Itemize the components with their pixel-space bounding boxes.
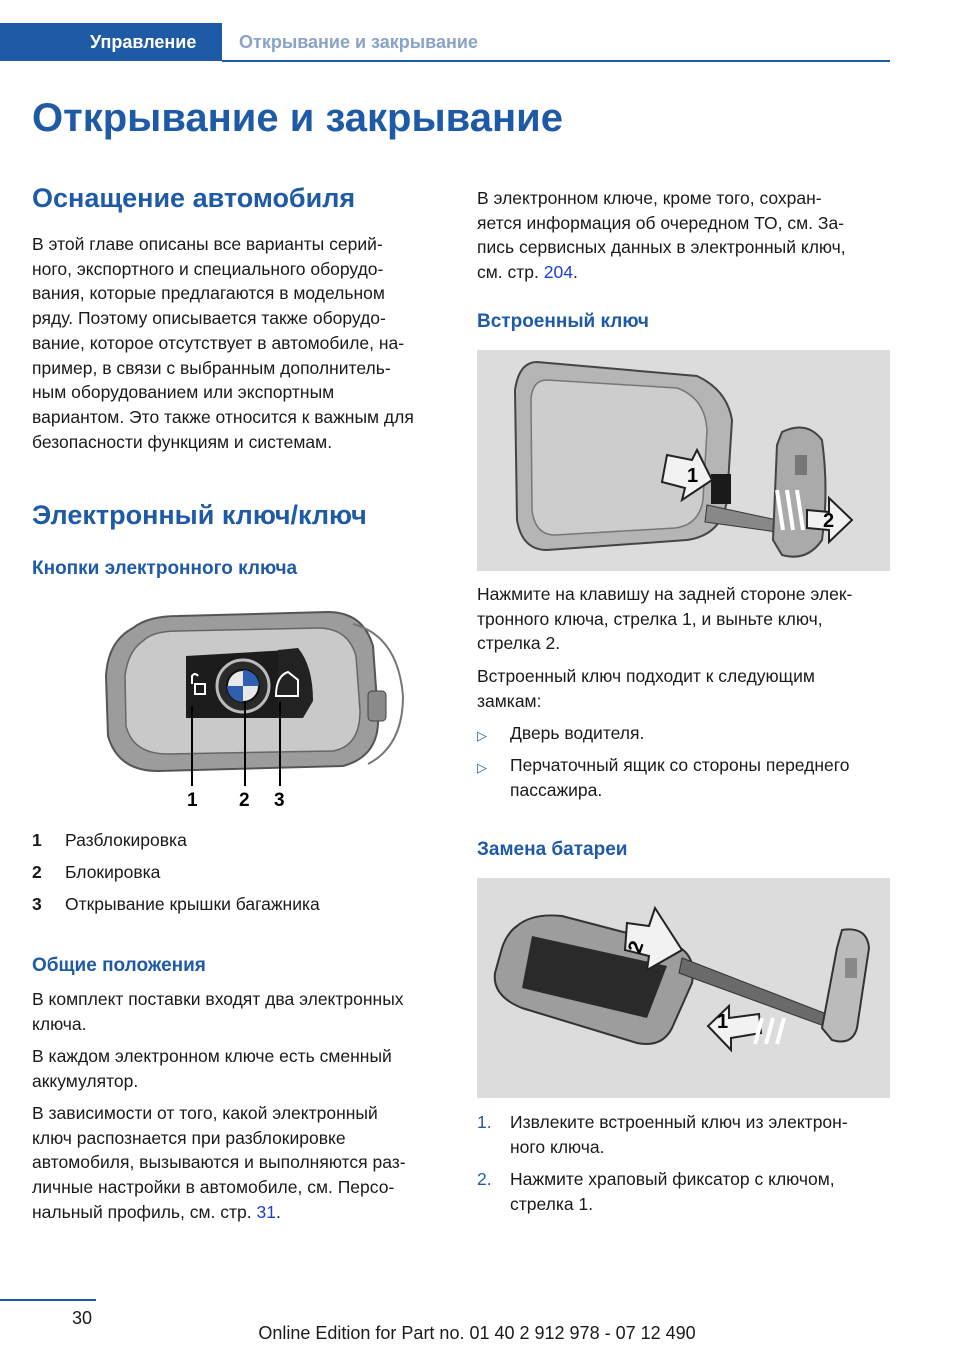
integrated-paragraph-1: Нажмите на клавишу на задней стороне элек- тронного ключа, стрелка 1, и выньте ключ, стрелка 2. [477,584,853,654]
page-title: Открывание и закрывание [32,96,563,140]
step-item: 1. Извлеките встроенный ключ из электрон- ного ключа. [477,1112,848,1157]
battery-figure [477,878,890,1098]
heading-electronic-key: Электронный ключ/ключ [32,500,367,530]
figure-label-1: 1 [187,790,198,811]
bullet-item: ▷ Дверь водителя. [477,721,891,746]
integrated-paragraph-2: Встроенный ключ подходит к следующим замкам: [477,666,815,711]
equipment-paragraph: В этой главе описаны все варианты серий- ного, экспортного и специального оборудо- вания, которые предлагаются в модельном ряду. Поэтому описывается также оборудо- вание, которое отсутствует в автомобиле, на- пример, в связи с выбранным дополнитель- ным оборудованием или экспортным вариантом. Это также относится к важным для безопасности функциям и системам. [32,234,414,452]
general-paragraph-3: В зависимости от того, какой электронный ключ распознается при разблокировке автомобиля, вызываются и выполняются раз- личные настройки в автомобиле, см. Персо- нальный профиль, см. стр. 31. [32,1103,406,1222]
section-tab[interactable]: Управление [0,23,222,61]
fig2-arrow-label-2: 2 [624,938,649,957]
bullet-marker-icon: ▷ [477,760,487,775]
fig2-arrow-label-1: 1 [717,1011,729,1033]
fig1-arrow-label-2: 2 [823,510,835,532]
edition-note: Online Edition for Part no. 01 40 2 912 978 - 07 12 490 [258,1323,696,1343]
legend-item-unlock: 1 Разблокировка [32,830,187,850]
page-link-204[interactable]: 204 [543,262,573,283]
integrated-key-figure [477,350,890,571]
legend-item-trunk: 3 Открывание крышки багажника [32,894,320,914]
heading-battery: Замена батареи [477,839,628,860]
step-item: 2. Нажмите храповый фиксатор с ключом, стрелка 1. [477,1169,835,1214]
key-buttons-figure [98,606,418,816]
bullet-item: ▷ Перчаточный ящик со стороны переднего пассажира. [477,755,850,800]
general-paragraph-2: В каждом электронном ключе есть сменный аккумулятор. [32,1046,392,1091]
breadcrumb[interactable]: Открывание и закрывание [239,32,478,52]
bullet-marker-icon: ▷ [477,728,487,743]
general-paragraph-1: В комплект поставки входят два электронных ключа. [32,989,404,1034]
heading-key-buttons: Кнопки электронного ключа [32,558,298,579]
legend-item-lock: 2 Блокировка [32,862,161,882]
page-number: 30 [72,1308,93,1328]
footer-rule [0,1299,96,1301]
heading-general: Общие положения [32,955,206,976]
heading-equipment: Оснащение автомобиля [32,183,356,213]
page-link-31[interactable]: 31 [256,1201,276,1222]
header-rule [222,60,890,62]
service-paragraph: В электронном ключе, кроме того, сохран- яется информация об очередном ТО, см. За- пись сервисных данных в электронный ключ, см. стр. 204. [477,188,846,283]
figure-label-2: 2 [239,790,250,811]
fig1-arrow-label-1: 1 [687,465,699,487]
heading-integrated-key: Встроенный ключ [477,311,649,332]
figure-label-3: 3 [274,790,285,811]
